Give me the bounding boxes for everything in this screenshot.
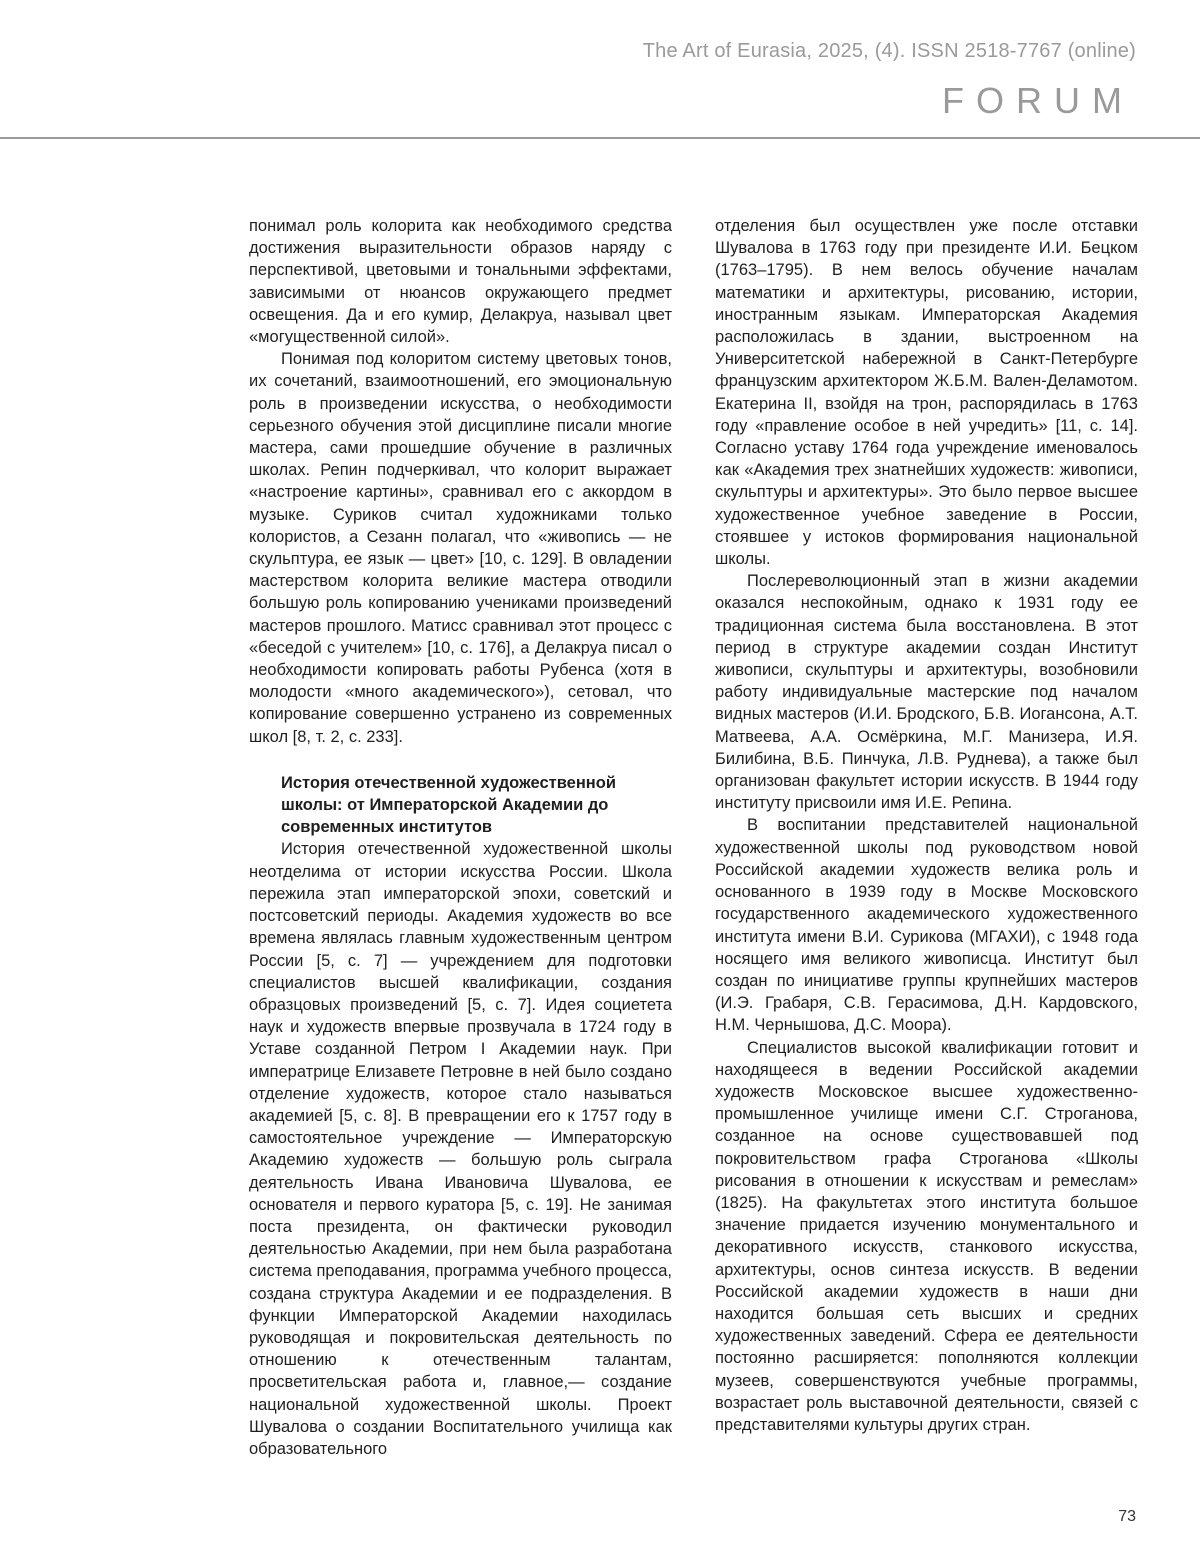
paragraph: Послереволюционный этап в жизни академии оказался неспокойным, однако к 1931 году ее традиционная система была восстановлена. В этот период в структуре академии создан Институт живописи, скульптуры и архитектуры, возобновили работу индивидуальные мастерские под началом видных мастеров (И.И. Бродского, Б.В. Иогансона, А.Т. Матвеева, А.А. Осмёркина, М.Г. Манизера, И.Я. Билибина, В.Б. Пинчука, Л.В. Руднева), а также был организован факультет истории искусств. В 1944 году институту присвоили имя И.Е. Репина. [715, 572, 1138, 813]
section-title: FORUM [942, 80, 1134, 121]
paragraph: отделения был осуществлен уже после отставки Шувалова в 1763 году при президенте И.И. Бецком (1763–1795). В нем велось обучение началам математики и архитектуры, рисованию, истории, иностранным языкам. Императорская Академия расположилась в здании, выстроенном на Университетской набережной в Санкт-Петербурге французским архитектором Ж.Б.М. Вален-Деламотом. Екатерина II, взойдя на трон, распорядилась в 1763 году «правление особое в ней учредить» [11, с. 14]. Согласно уставу 1764 года учреждение именовалось как «Академия трех знатнейших художеств: живописи, скульптуры и архитектуры». Это было первое высшее художественное учебное заведение в России, стоявшее у истоков формирования национальной школы. [715, 217, 1138, 569]
header-divider [0, 137, 1200, 139]
page-number: 73 [1118, 1508, 1136, 1525]
left-column [249, 215, 672, 1460]
paragraph: Понимая под колоритом систему цветовых тонов, их сочетаний, взаимоотношений, его эмоциональную роль в произведении искусства, о необходимости серьезного обучения этой дисциплине писали многие мастера, сами прошедшие обучение в различных школах. Репин подчеркивал, что колорит выражает «настроение картины», сравнивал его с аккордом в музыке. Суриков считал художниками только колористов, а Сезанн полагал, что «живопись — не скульптура, ее язык — цвет» [10, с. 129]. В овладении мастерством колорита великие мастера отводили большую роль копированию учениками произведений мастеров прошлого. Матисс сравнивал этот процесс с «беседой с учителем» [10, с. 176], а Делакруа писал о необходимости копировать работы Рубенса (хотя в молодости «много академического»), сетовал, что копирование совершенно устранено из современных школ [8, т. 2, с. 233]. [249, 350, 672, 746]
paragraph: понимал роль колорита как необходимого средства достижения выразительности образов наряду с перспективой, цветовыми и тональными эффектами, зависимыми от нюансов окружающего предмет освещения. Да и его кумир, Делакруа, называл цвет «могущественной силой». [249, 217, 672, 347]
paragraph: Специалистов высокой квалификации готовит и находящееся в ведении Российской академии художеств Московское высшее художественно-промышленное училище имени С.Г. Строганова, созданное на основе существовавшей под покровительством графа Строганова «Школы рисования в отношении к искусствам и ремеслам» (1825). На факультетах этого института большое значение придается изучению монументального и декоративного искусств, станкового искусства, архитектуры, основ синтеза искусств. В ведении Российской академии художеств в наши дни находится большая сеть высших и средних художественных заведений. Сфера ее деятельности постоянно расширяется: пополняются коллекции музеев, совершенствуются учебные программы, возрастает роль выставочной деятельности, связей с представителями культуры других стран. [715, 1038, 1138, 1434]
section-heading: История отечественной художественной школы: от Императорской Академии до современных институтов [281, 773, 616, 837]
paragraph: История отечественной художественной школы неотделима от истории искусства России. Школа пережила этап императорской эпохи, советский и постсоветский периоды. Академия художеств во все времена являлась главным художественным центром России [5, с. 7] — учреждением для подготовки специалистов высшей квалификации, создания образцовых произведений [5, с. 7]. Идея социетета наук и художеств впервые прозвучала в 1724 году в Уставе созданной Петром I Академии наук. При императрице Елизавете Петровне в ней было создано отделение художеств, которое стало называться академией [5, с. 8]. В превращении его к 1757 году в самостоятельное учреждение — Императорскую Академию художеств — большую роль сыграла деятельность Ивана Ивановича Шувалова, ее основателя и первого куратора [5, с. 19]. Не занимая поста президента, он фактически руководил деятельностью Академии, при нем была разработана система преподавания, программа учебного процесса, создана структура Академии и ее подразделения. В функции Императорской Академии находилась руководящая и покровительская деятельность по отношению к отечественным талантам, просветительская работа и, главное,— создание национальной художественной школы. Проект Шувалова о создании Воспитательного училища как образовательного [249, 840, 672, 1458]
right-column [715, 215, 1138, 1436]
paragraph: В воспитании представителей национальной художественной школы под руководством новой Российской академии художеств велика роль и основанного в 1939 году в Москве Московского государственного академического художественного института имени В.И. Сурикова (МГАХИ), с 1948 года носящего имя великого живописца. Институт был создан по инициативе группы крупнейших мастеров (И.Э. Грабаря, С.В. Герасимова, Д.Н. Кардовского, Н.М. Чернышова, Д.С. Моора). [715, 816, 1138, 1035]
journal-title: The Art of Eurasia, 2025, (4). ISSN 2518-7767 (online) [642, 40, 1136, 62]
